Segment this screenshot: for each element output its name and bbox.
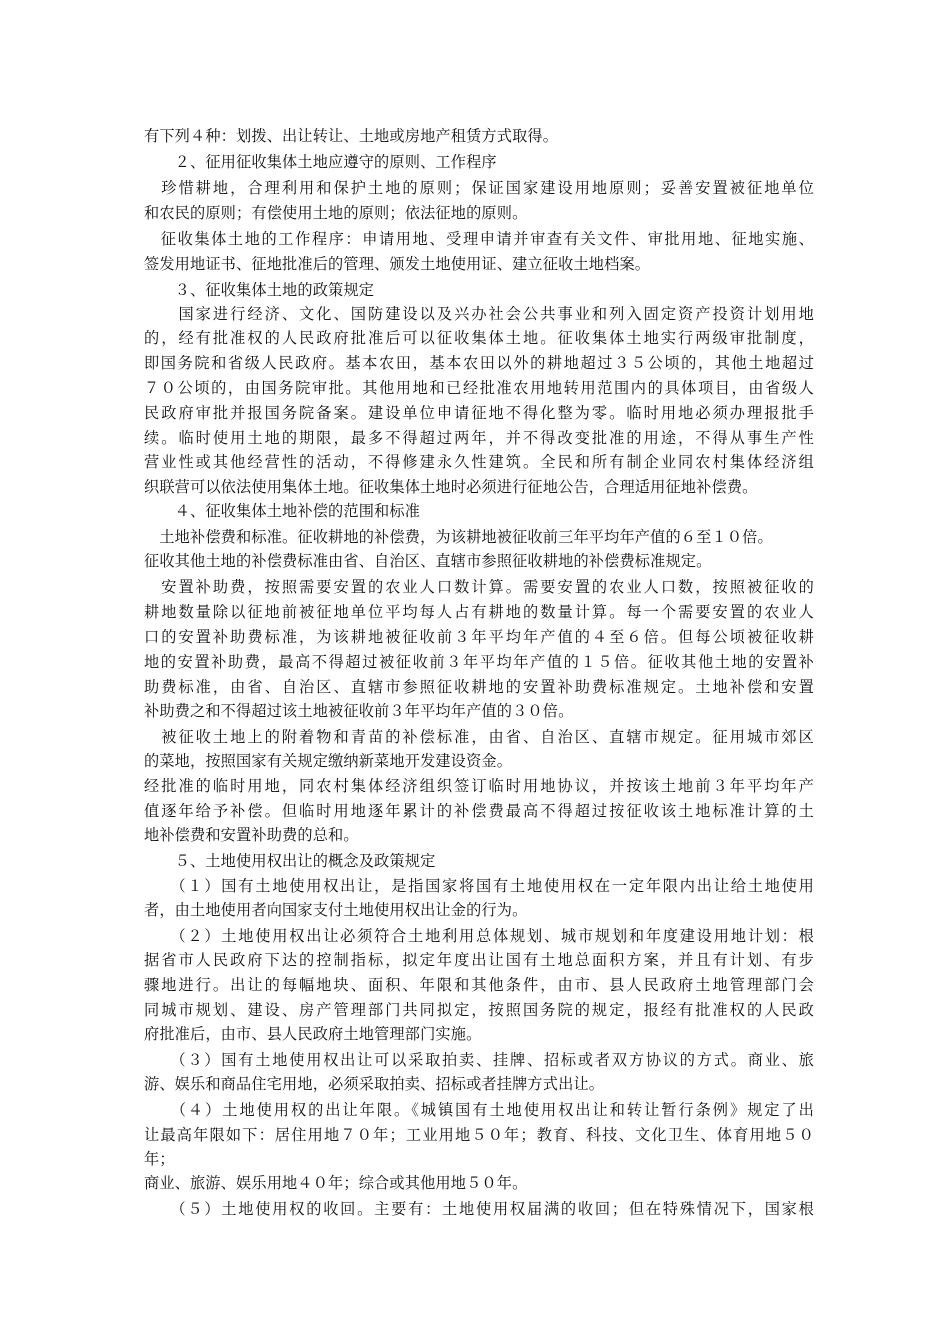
text-line: 经批准的临时用地，同农村集体经济组织签订临时用地协议，并按该土地前３年平均年产 [144, 777, 814, 795]
text-line: 有下列４种：划拨、出让转让、土地或房地产租赁方式取得。 [144, 127, 559, 145]
text-line: 续。临时使用土地的期限，最多不得超过两年，并不得改变批准的用途，不得从事生产性 [144, 429, 814, 447]
section-heading: ２、征用征收集体土地应遵守的原则、工作程序 [144, 153, 497, 171]
text-line: 征收集体土地的工作程序：申请用地、受理申请并审查有关文件、审批用地、征地实施、 [144, 230, 814, 248]
text-line: 耕地数量除以征地前被征地单位平均每人占有耕地的数量计算。每一个需要安置的农业人 [144, 603, 814, 621]
text-line: 安置补助费，按照需要安置的农业人口数计算。需要安置的农业人口数，按照被征收的 [144, 578, 814, 596]
text-line: （４）土地使用权的出让年限。《城镇国有土地使用权出让和转让暂行条例》规定了出 [144, 1101, 814, 1119]
text-line: （３）国有土地使用权出让可以采取拍卖、挂牌、招标或者双方协议的方式。商业、旅 [144, 1051, 814, 1069]
text-line: （１）国有土地使用权出让，是指国家将国有土地使用权在一定年限内出让给土地使用 [144, 877, 814, 895]
text-line: 和农民的原则；有偿使用土地的原则；依法征地的原则。 [144, 204, 528, 222]
text-line: （５）土地使用权的收回。主要有：土地使用权届满的收回；但在特殊情况下，国家根 [144, 1200, 814, 1218]
text-line: 骤地进行。出让的每幅地块、面积、年限和其他条件，由市、县人民政府土地管理部门会 [144, 976, 814, 994]
text-line: 者，由土地使用者向国家支付土地使用权出让金的行为。 [144, 901, 528, 919]
text-line: 国家进行经济、文化、国防建设以及兴办社会公共事业和列入固定资产投资计划用地 [144, 305, 814, 323]
text-line: 签发用地证书、征地批准后的管理、颁发土地使用证、建立征收土地档案。 [144, 255, 651, 273]
text-line: 府批准后，由市、县人民政府土地管理部门实施。 [144, 1025, 482, 1043]
text-line: 民政府审批并报国务院备案。建设单位申请征地不得化整为零。临时用地必须办理报批手 [144, 404, 814, 422]
text-line: 助费标准，由省、自治区、直辖市参照征收耕地的安置补助费标准规定。土地补偿和安置 [144, 678, 814, 696]
text-line: 让最高年限如下：居住用地７０年；工业用地５０年；教育、科技、文化卫生、体育用地５０ [144, 1126, 814, 1144]
text-line: 年； [144, 1150, 175, 1168]
section-heading: ４、征收集体土地补偿的范围和标准 [144, 502, 421, 520]
section-heading: ３、征收集体土地的政策规定 [144, 281, 375, 299]
text-line: 值逐年给予补偿。但临时用地逐年累计的补偿费最高不得超过按征收该土地标准计算的土 [144, 802, 814, 820]
text-line: 征收其他土地的补偿费标准由省、自治区、直辖市参照征收耕地的补偿费标准规定。 [144, 552, 712, 570]
text-line: （２）土地使用权出让必须符合土地利用总体规划、城市规划和年度建设用地计划：根 [144, 927, 814, 945]
text-line: 土地补偿费和标准。征收耕地的补偿费，为该耕地被征收前三年平均年产值的６至１０倍。 [144, 528, 773, 546]
text-line: 游、娱乐和商品住宅用地，必须采取拍卖、招标或者挂牌方式出让。 [144, 1075, 605, 1093]
text-line: 珍惜耕地，合理利用和保护土地的原则；保证国家建设用地原则；妥善安置被征地单位 [144, 179, 814, 197]
section-heading: ５、土地使用权出让的概念及政策规定 [144, 852, 436, 870]
text-line: 商业、旅游、娱乐用地４０年；综合或其他用地５０年。 [144, 1174, 528, 1192]
text-line: 营业性或其他经营性的活动，不得修建永久性建筑。全民和所有制企业同农村集体经济组 [144, 453, 814, 471]
text-line: 的菜地，按照国家有关规定缴纳新菜地开发建设资金。 [144, 752, 513, 770]
text-line: 织联营可以依法使用集体土地。征收集体土地时必须进行征地公告，合理适用征地补偿费。 [144, 478, 758, 496]
text-line: 据省市人民政府下达的控制指标，拟定年度出让国有土地总面积方案，并且有计划、有步 [144, 951, 814, 969]
text-line: 补助费之和不得超过该土地被征收前３年平均年产值的３０倍。 [144, 702, 574, 720]
text-line: 的，经有批准权的人民政府批准后可以征收集体土地。征收集体土地实行两级审批制度， [144, 329, 814, 347]
text-line: 地补偿费和安置补助费的总和。 [144, 826, 359, 844]
text-line: 被征收土地上的附着物和青苗的补偿标准，由省、自治区、直辖市规定。征用城市郊区 [144, 728, 814, 746]
text-line: ７０公顷的，由国务院审批。其他用地和已经批准农用地转用范围内的具体项目，由省级人 [144, 379, 814, 397]
text-line: 即国务院和省级人民政府。基本农田，基本农田以外的耕地超过３５公顷的，其他土地超过 [144, 354, 814, 372]
text-line: 同城市规划、建设、房产管理部门共同拟定，按照国务院的规定，报经有批准权的人民政 [144, 1001, 814, 1019]
text-line: 口的安置补助费标准，为该耕地被征收前３年平均年产值的４至６倍。但每公顷被征收耕 [144, 628, 814, 646]
text-line: 地的安置补助费，最高不得超过被征收前３年平均年产值的１５倍。征收其他土地的安置补 [144, 653, 814, 671]
